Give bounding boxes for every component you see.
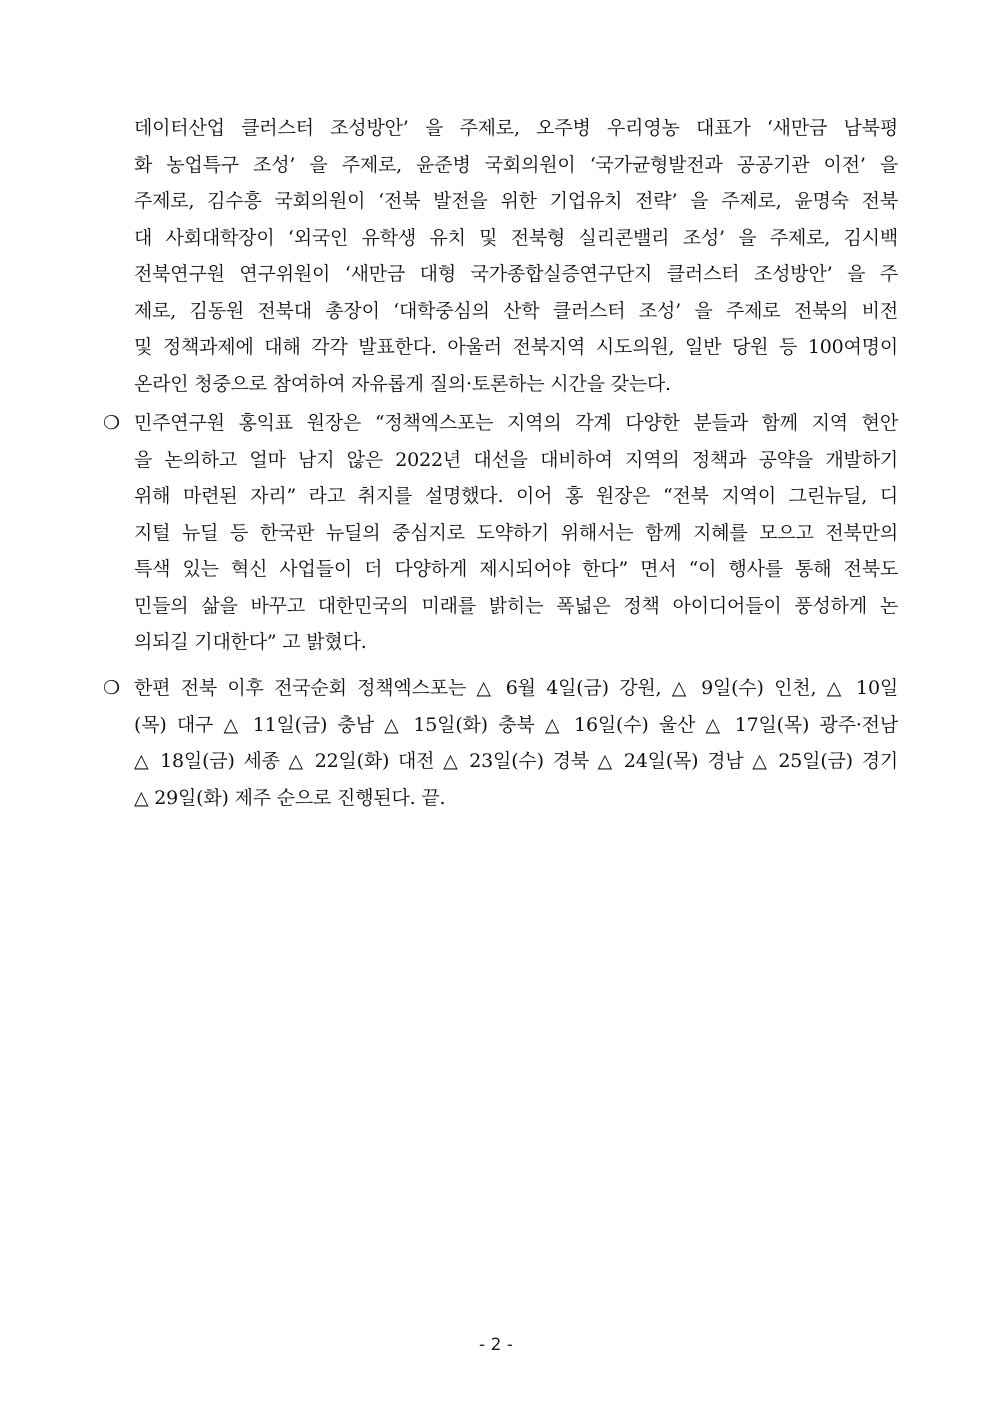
paragraph-continuation	[134, 110, 898, 402]
paragraph-line: 지털 뉴딜 등 한국판 뉴딜의 중심지로 도약하기 위해서는 함께 지혜를 모으고 전북만의	[134, 521, 898, 544]
paragraph-line: 데이터산업 클러스터 조성방안’ 을 주제로, 오주병 우리영농 대표가 ‘새만금 남북평	[134, 117, 898, 139]
paragraph-line: 전북연구원 연구위원이 ‘새만금 대형 국가종합실증연구단지 클러스터 조성방안’ 을 주	[134, 263, 898, 285]
paragraph-line: 민주연구원 홍익표 원장은 “정책엑스포는 지역의 각계 다양한 분들과 함께 지역 현안	[134, 412, 898, 434]
paragraph-line: 및 정책과제에 대해 각각 발표한다. 아울러 전북지역 시도의원, 일반 당원 등 100여명이	[134, 336, 898, 358]
paragraph-line: 대 사회대학장이 ‘외국인 유학생 유치 및 전북형 실리콘밸리 조성’ 을 주제로, 김시백	[134, 226, 898, 249]
paragraph-line: 민들의 삶을 바꾸고 대한민국의 미래를 밝히는 폭넓은 정책 아이디어들이 풍성하게 논	[134, 594, 898, 617]
paragraph-line: (목) 대구 △ 11일(금) 충남 △ 15일(화) 충북 △ 16일(수) 울산 △ 17일(목) 광주·전남	[134, 713, 898, 736]
paragraph-schedule	[134, 670, 898, 816]
paragraph-director-remarks	[134, 405, 898, 661]
page-number: - 2 -	[479, 1335, 513, 1355]
circle-bullet-icon: ❍	[103, 412, 121, 434]
paragraph-line: 제로, 김동원 전북대 총장이 ‘대학중심의 산학 클러스터 조성’ 을 주제로 전북의 비전	[134, 299, 898, 322]
paragraph-line: 위해 마련된 자리” 라고 취지를 설명했다. 이어 홍 원장은 “전북 지역이 그린뉴딜, 디	[134, 485, 898, 507]
paragraph-line: 의되길 기대한다” 고 밝혔다.	[134, 631, 367, 653]
paragraph-line: △ 18일(금) 세종 △ 22일(화) 대전 △ 23일(수) 경북 △ 24일(목) 경남 △ 25일(금) 경기	[134, 750, 898, 772]
circle-bullet-icon: ❍	[103, 677, 121, 699]
paragraph-line: 특색 있는 혁신 사업들이 더 다양하게 제시되어야 한다” 면서 “이 행사를 통해 전북도	[134, 558, 898, 580]
paragraph-line: 한편 전북 이후 전국순회 정책엑스포는 △ 6월 4일(금) 강원, △ 9일(수) 인천, △ 10일	[134, 677, 898, 699]
paragraph-line: △ 29일(화) 제주 순으로 진행된다. 끝.	[134, 786, 446, 809]
paragraph-line: 주제로, 김수흥 국회의원이 ‘전북 발전을 위한 기업유치 전략’ 을 주제로, 윤명숙 전북	[134, 190, 898, 212]
paragraph-line: 을 논의하고 얼마 남지 않은 2022년 대선을 대비하여 지역의 정책과 공약을 개발하기	[134, 448, 898, 471]
paragraph-line: 화 농업특구 조성’ 을 주제로, 윤준병 국회의원이 ‘국가균형발전과 공공기관 이전’ 을	[134, 153, 898, 176]
paragraph-line: 온라인 청중으로 참여하여 자유롭게 질의·토론하는 시간을 갖는다.	[134, 372, 671, 395]
